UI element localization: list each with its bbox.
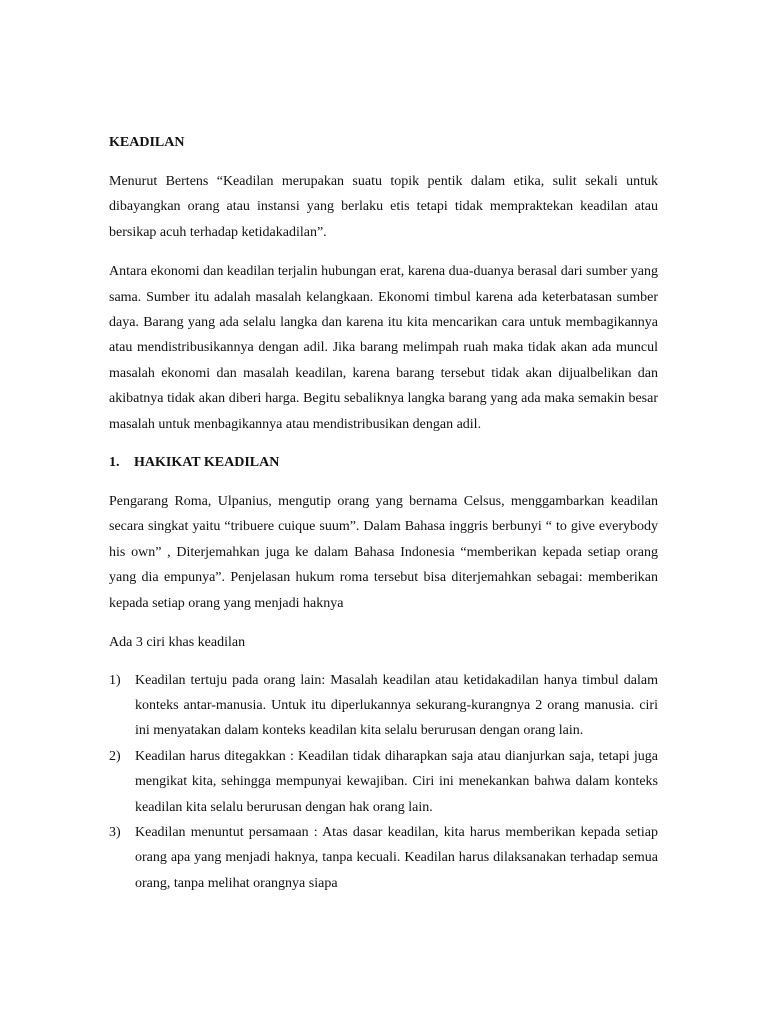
section-number: 1.	[109, 455, 120, 471]
intro-paragraph: Menurut Bertens “Keadilan merupakan suatu topik pentik dalam etika, sulit sekali untuk dibayangkan orang atau instansi yang berlaku etis tetapi tidak mempraktekan keadilan atau bersikap acuh terhadap ketidakadilan”.	[109, 174, 658, 240]
list-item-text: Keadilan tertuju pada orang lain: Masalah keadilan atau ketidakadilan hanya timbul dalam konteks antar-manusia. Untuk itu diperlukannya sekurang-kurangnya 2 orang manusia. ciri ini menyatakan dalam konteks keadilan kita selalu berurusan dengan orang lain.	[135, 672, 658, 739]
list-item-number: 3)	[109, 824, 121, 840]
list-item-text: Keadilan harus ditegakkan : Keadilan tidak diharapkan saja atau dianjurkan saja, tetapi juga mengikat kita, sehingga mempunyai kewajiban. Ciri ini menekankan bahwa dalam konteks keadilan kita selalu berurusan dengan hak orang lain.	[135, 748, 658, 815]
section-title: HAKIKAT KEADILAN	[134, 455, 280, 471]
section-heading-hakikat	[109, 453, 658, 473]
list-item	[109, 744, 658, 820]
list-item	[109, 668, 658, 744]
economy-justice-paragraph: Antara ekonomi dan keadilan terjalin hubungan erat, karena dua-duanya berasal dari sumber yang sama. Sumber itu adalah masalah kelangkaan. Ekonomi timbul karena ada keterbatasan sumber daya. Barang yang ada selalu langka dan karena itu kita mencarikan cara untuk membagikannya atau mendistribusikannya dengan adil. Jika barang melimpah ruah maka tidak akan ada muncul masalah ekonomi dan masalah keadilan, karena barang tersebut tidak akan dijualbelikan dan akibatnya tidak akan diberi harga. Begitu sebaliknya langka barang yang ada maka semakin besar masalah untuk menbagikannya atau mendistribusikan dengan adil.	[109, 264, 658, 432]
list-item-text: Keadilan menuntut persamaan : Atas dasar keadilan, kita harus memberikan kepada setiap orang apa yang menjadi haknya, tanpa kecuali. Keadilan harus dilaksanakan terhadap semua orang, tanpa melihat orangnya siapa	[135, 824, 658, 891]
page-content	[109, 133, 658, 896]
document-title: KEADILAN	[109, 135, 185, 150]
list-item-number: 2)	[109, 748, 121, 764]
list-intro: Ada 3 ciri khas keadilan	[109, 635, 246, 651]
characteristics-list	[109, 668, 658, 897]
list-item	[109, 820, 658, 896]
list-item-number: 1)	[109, 672, 121, 688]
definition-paragraph: Pengarang Roma, Ulpanius, mengutip orang yang bernama Celsus, menggambarkan keadilan secara singkat yaitu “tribuere cuique suum”. Dalam Bahasa inggris berbunyi “ to give everybody his own” , Diterjemahkan juga ke dalam Bahasa Indonesia “memberikan kepada setiap orang yang dia empunya”. Penjelasan hukum roma tersebut bisa diterjemahkan sebagai: memberikan kepada setiap orang yang menjadi haknya	[109, 494, 658, 611]
